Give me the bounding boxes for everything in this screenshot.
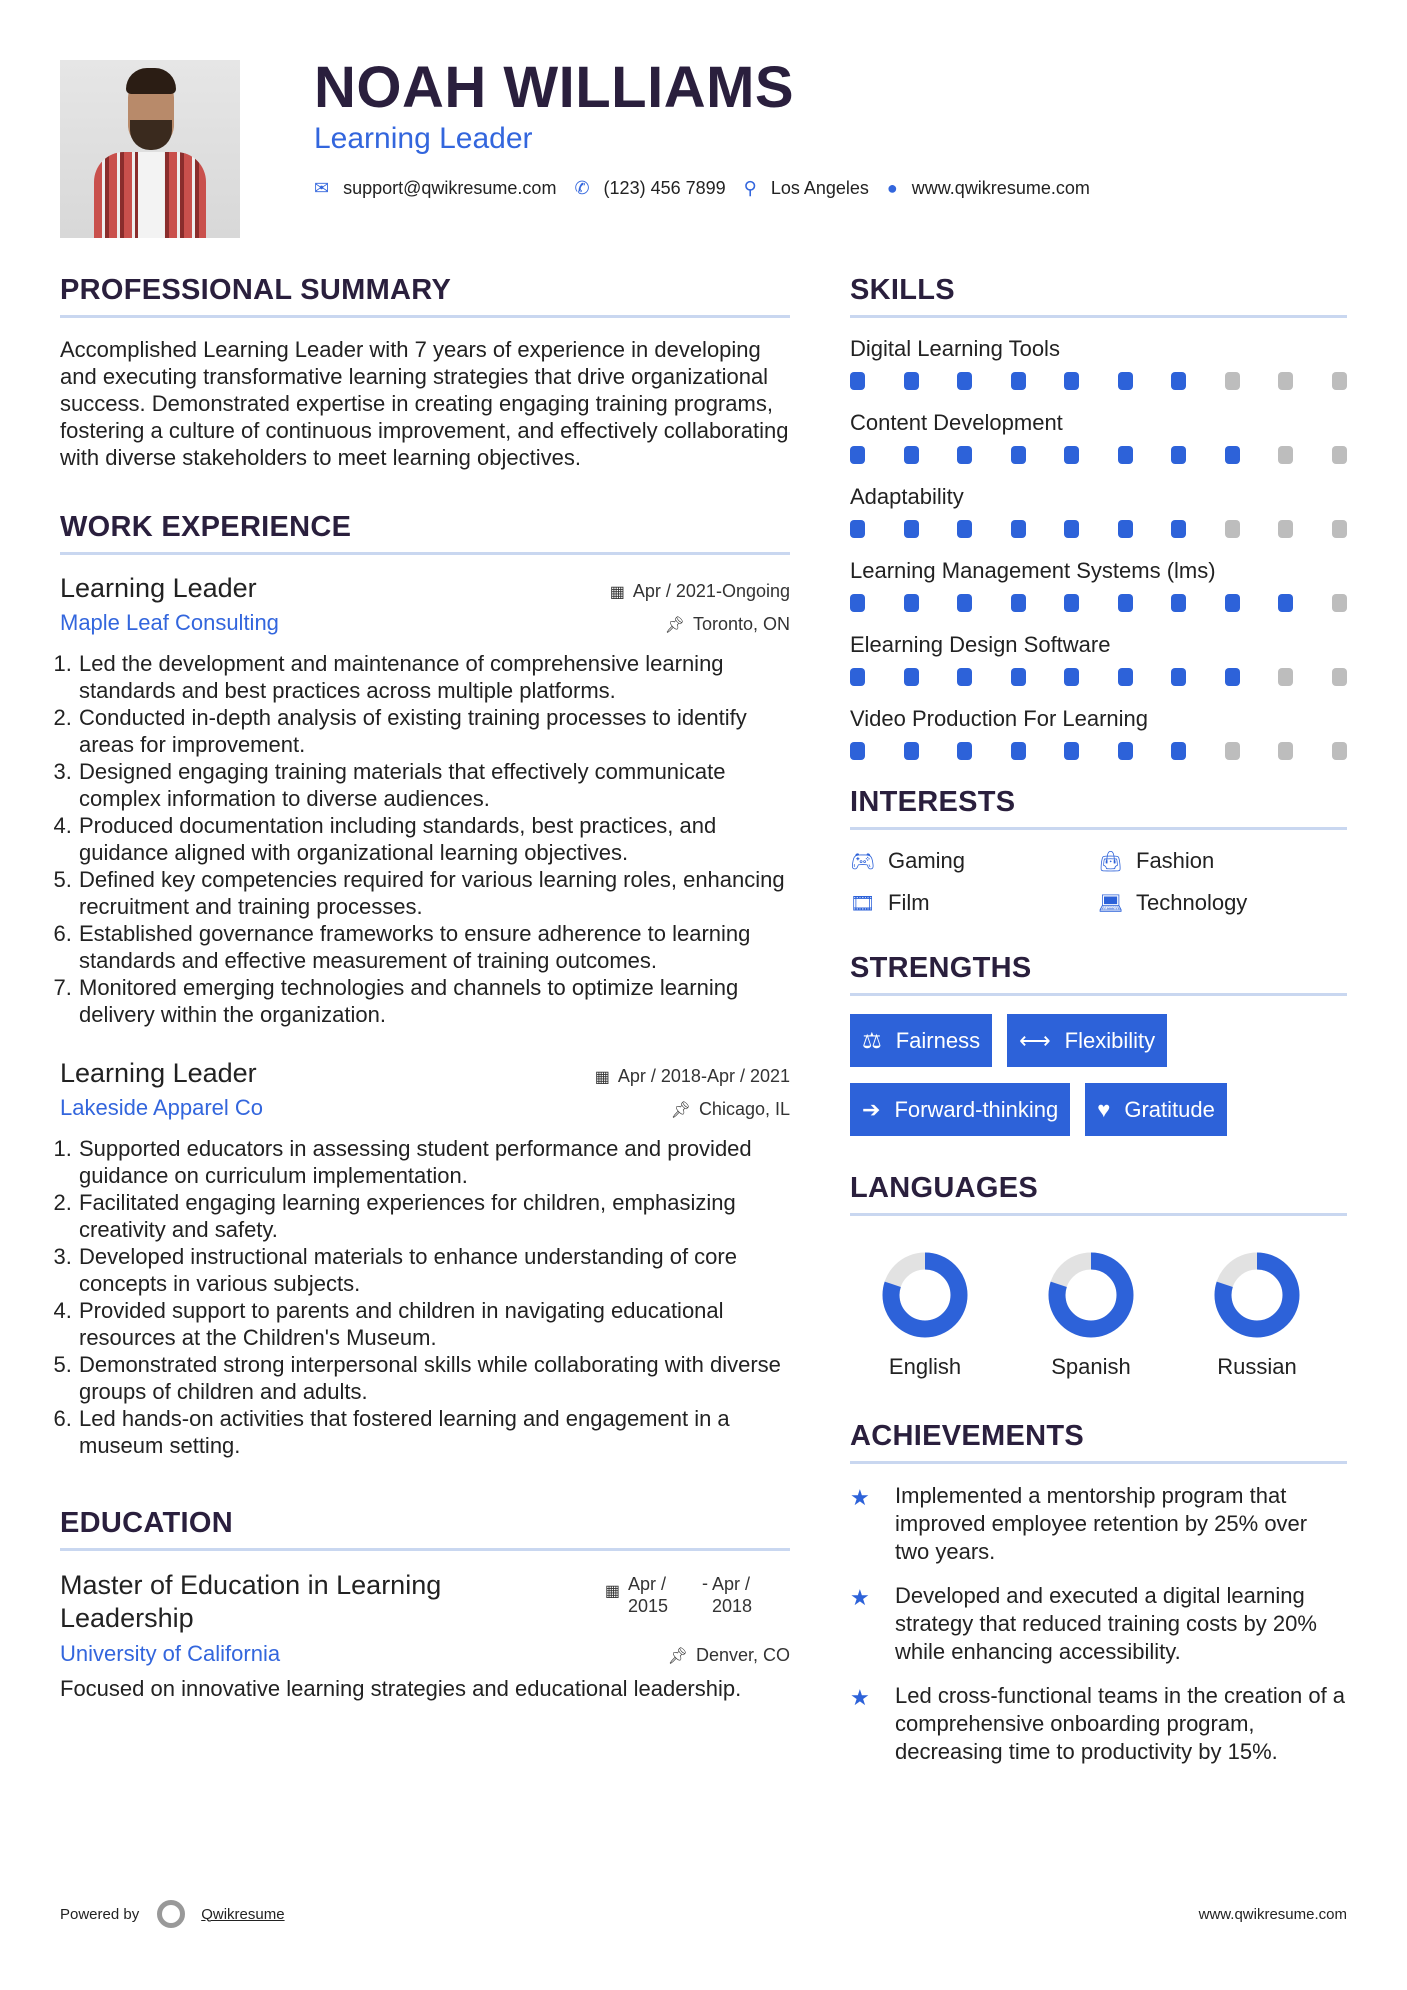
pushpin-icon: 📌︎ [670, 1102, 691, 1119]
envelope-icon: ✉ [314, 178, 330, 198]
skill-dot [850, 520, 865, 538]
candidate-title: Learning Leader [314, 122, 533, 155]
email-link[interactable]: support@qwikresume.com [343, 178, 557, 198]
qwikresume-logo-icon [157, 1900, 185, 1928]
job-bullet: 2. Conducted in-depth analysis of existing training processes to identify areas for improvement. [78, 704, 790, 758]
skill-name: Content Development [850, 410, 1063, 435]
achievement-text: Implemented a mentorship program that improved employee retention by 25% over two years. [895, 1483, 1308, 1564]
skill-dot [904, 446, 919, 464]
interest-label: Fashion [1136, 848, 1215, 873]
skills-heading: SKILLS [850, 274, 1347, 318]
skill-dot [1171, 668, 1186, 686]
skill-dot [1278, 446, 1293, 464]
job-bullet: 1. Led the development and maintenance of comprehensive learning standards and best practices across multiple platforms. [78, 650, 790, 704]
profile-photo [60, 60, 240, 238]
contact-bar [314, 178, 1108, 199]
job-entry [60, 573, 790, 1028]
strength-chip [1085, 1083, 1227, 1136]
skill-dot [957, 594, 972, 612]
interests-heading: INTERESTS [850, 786, 1347, 830]
education-entry: Master of Education in Learning Leadership ▦ Apr / 2015 - Apr / 2018 University of California 📌︎ Denver, CO Focused on innovative learning strategies and educational leadership. [60, 1570, 790, 1701]
skill-dot [904, 594, 919, 612]
skill-dot [904, 668, 919, 686]
globe-icon: ● [886, 178, 898, 198]
skill-dot [1225, 594, 1240, 612]
skill-dot [1064, 594, 1079, 612]
strength-label: Forward-thinking [894, 1096, 1059, 1122]
job-list [60, 573, 790, 1459]
skill-rating [850, 446, 1347, 464]
job-bullet: 2. Facilitated engaging learning experiences for children, emphasizing creativity and safety. [78, 1189, 790, 1243]
skill-dot [1011, 520, 1026, 538]
job-dates: Apr / 2021-Ongoing [632, 581, 790, 601]
education-heading: EDUCATION [60, 1507, 790, 1551]
strength-list [850, 1014, 1347, 1136]
skill-dot [1118, 668, 1133, 686]
location-text: Los Angeles [770, 178, 869, 198]
skill-dot [1064, 520, 1079, 538]
job-location: Chicago, IL [698, 1099, 790, 1119]
skill-dot [904, 742, 919, 760]
job-bullets [60, 1135, 790, 1459]
footer-website[interactable]: www.qwikresume.com [1198, 1906, 1347, 1923]
film-icon: 🎞︎ [850, 892, 876, 915]
skill-dot [1171, 446, 1186, 464]
skill-name: Digital Learning Tools [850, 336, 1060, 361]
arrow-right-icon: ➔ [862, 1096, 881, 1122]
skill-dot [1225, 372, 1240, 390]
job-bullet: 6. Led hands-on activities that fostered learning and engagement in a museum setting. [78, 1405, 790, 1459]
school-name: University of California [60, 1641, 281, 1666]
skill-name: Learning Management Systems (lms) [850, 558, 1216, 583]
phone-text: (123) 456 7899 [603, 178, 726, 198]
star-icon: ★ [850, 1485, 870, 1510]
calendar-icon: ▦ [609, 584, 625, 601]
company-name: Lakeside Apparel Co [60, 1095, 264, 1120]
pushpin-icon: 📌︎ [664, 617, 685, 634]
skill-dot [1278, 742, 1293, 760]
heart-icon: ♥ [1097, 1096, 1111, 1122]
skill-dot [1011, 742, 1026, 760]
skill-dot [1011, 446, 1026, 464]
language-donut [1214, 1252, 1300, 1338]
strength-label: Fairness [895, 1027, 981, 1053]
job-title: Learning Leader [60, 573, 257, 603]
company-name: Maple Leaf Consulting [60, 610, 279, 635]
interest-label: Technology [1136, 890, 1248, 915]
skill-dot [1278, 520, 1293, 538]
skill-dot [1118, 742, 1133, 760]
skill-rating [850, 372, 1347, 390]
summary-heading: PROFESSIONAL SUMMARY [60, 274, 790, 318]
skill-dot [1171, 594, 1186, 612]
skill-dot [1225, 742, 1240, 760]
skill-rating [850, 594, 1347, 612]
strength-chip [850, 1083, 1070, 1136]
skill-name: Video Production For Learning [850, 706, 1149, 731]
skill-dot [1118, 446, 1133, 464]
interest-item [1098, 890, 1346, 916]
skill-dot [1118, 372, 1133, 390]
skill-dot [1118, 520, 1133, 538]
language-item [1199, 1234, 1315, 1380]
map-pin-icon: ⚲ [743, 178, 757, 198]
star-icon: ★ [850, 1685, 870, 1710]
achievement-item [850, 1482, 1347, 1566]
skill-list [850, 336, 1347, 760]
achievement-list [850, 1482, 1347, 1766]
strengths-heading: STRENGTHS [850, 952, 1347, 996]
pushpin-icon: 📌︎ [667, 1648, 688, 1665]
skill-dot [1064, 668, 1079, 686]
job-bullet: 4. Provided support to parents and children in navigating educational resources at the Children's Museum. [78, 1297, 790, 1351]
skill-name: Elearning Design Software [850, 632, 1111, 657]
interest-item [850, 848, 1098, 874]
skill-dot [1225, 520, 1240, 538]
language-donut [882, 1252, 968, 1338]
skill-dot [1064, 742, 1079, 760]
skill-dot [1064, 446, 1079, 464]
phone-icon: ✆ [574, 178, 590, 198]
summary-text: Accomplished Learning Leader with 7 years of experience in developing and executing transformative learning strategies that drive organizational success. Demonstrated expertise in creating engaging training programs, fostering a culture of continuous improvement, and effectively collaborating with diverse stakeholders to meet learning objectives. [60, 337, 789, 470]
achievement-text: Developed and executed a digital learning strategy that reduced training costs by 20% while enhancing accessibility. [895, 1583, 1317, 1664]
skill-dot [957, 668, 972, 686]
skill-dot [1332, 594, 1347, 612]
interest-list [850, 848, 1347, 916]
interest-label: Film [888, 890, 930, 915]
experience-heading: WORK EXPERIENCE [60, 511, 790, 555]
skill-dot [957, 372, 972, 390]
skill-rating [850, 742, 1347, 760]
balance-scale-icon: ⚖ [862, 1027, 882, 1053]
job-bullet: 5. Demonstrated strong interpersonal skills while collaborating with diverse groups of children and adults. [78, 1351, 790, 1405]
skill-dot [1332, 668, 1347, 686]
skill-dot [1278, 594, 1293, 612]
job-bullet: 5. Defined key competencies required for various learning roles, enhancing recruitment and training processes. [78, 866, 790, 920]
languages-heading: LANGUAGES [850, 1172, 1347, 1216]
skill-dot [850, 446, 865, 464]
skill-dot [850, 372, 865, 390]
skill-dot [1171, 742, 1186, 760]
language-list [850, 1234, 1347, 1380]
achievements-heading: ACHIEVEMENTS [850, 1420, 1347, 1464]
achievement-text: Led cross-functional teams in the creation of a comprehensive onboarding program, decreasing time to productivity by 15%. [895, 1683, 1346, 1764]
skill-dot [1332, 446, 1347, 464]
skill-dot [904, 372, 919, 390]
language-name: Russian [1217, 1354, 1297, 1379]
skill-dot [1118, 594, 1133, 612]
degree-title: Master of Education in Learning Leadership [60, 1570, 442, 1633]
education-description: Focused on innovative learning strategies and educational leadership. [60, 1676, 742, 1701]
skill-dot [904, 520, 919, 538]
calendar-icon: ▦ [594, 1069, 610, 1086]
job-bullet: 6. Established governance frameworks to ensure adherence to learning standards and effective measurement of training outcomes. [78, 920, 790, 974]
left-column [60, 274, 790, 1742]
job-bullet: 1. Supported educators in assessing student performance and provided guidance on curriculum implementation. [78, 1135, 790, 1189]
skill-dot [957, 520, 972, 538]
skill-dot [1332, 372, 1347, 390]
right-column [850, 274, 1347, 1782]
education-end: Apr / 2018 [712, 1574, 753, 1616]
job-bullet: 3. Developed instructional materials to enhance understanding of core concepts in various subjects. [78, 1243, 790, 1297]
qwikresume-link[interactable]: Qwikresume [201, 1905, 285, 1923]
skill-dot [1171, 372, 1186, 390]
shopping-bag-icon: 👜︎ [1098, 850, 1124, 873]
skill-dot [1171, 520, 1186, 538]
education-location: Denver, CO [695, 1645, 790, 1665]
skill-dot [850, 742, 865, 760]
calendar-icon: ▦ [604, 1583, 620, 1600]
skill-dot [957, 446, 972, 464]
strength-chip [1007, 1014, 1167, 1067]
job-bullet: 7. Monitored emerging technologies and channels to optimize learning delivery within the organization. [78, 974, 790, 1028]
skill-dot [1064, 372, 1079, 390]
skill-dot [1011, 594, 1026, 612]
skill-dot [1332, 742, 1347, 760]
footer-powered [60, 1900, 285, 1928]
laptop-icon: 💻︎ [1098, 892, 1124, 915]
interest-item [1098, 848, 1346, 874]
language-name: Spanish [1051, 1354, 1131, 1379]
star-icon: ★ [850, 1585, 870, 1610]
candidate-name: NOAH WILLIAMS [314, 55, 795, 120]
education-start: Apr / 2015 [628, 1574, 669, 1616]
gamepad-icon: 🎮︎ [850, 850, 876, 873]
strength-chip [850, 1014, 992, 1067]
strength-label: Gratitude [1124, 1096, 1215, 1122]
skill-dot [1332, 520, 1347, 538]
interest-label: Gaming [888, 848, 966, 873]
skill-dot [1011, 372, 1026, 390]
skill-dot [1225, 668, 1240, 686]
skill-dot [1225, 446, 1240, 464]
job-entry [60, 1058, 790, 1459]
skill-name: Adaptability [850, 484, 964, 509]
skill-dot [957, 742, 972, 760]
job-bullets [60, 650, 790, 1028]
achievement-item [850, 1682, 1347, 1766]
language-donut [1048, 1252, 1134, 1338]
job-bullet: 4. Produced documentation including standards, best practices, and guidance aligned with organizational learning objectives. [78, 812, 790, 866]
powered-by-text: Powered by [60, 1905, 140, 1923]
skill-rating [850, 668, 1347, 686]
job-bullet: 3. Designed engaging training materials that effectively communicate complex information to diverse audiences. [78, 758, 790, 812]
skill-dot [1011, 668, 1026, 686]
achievement-item [850, 1582, 1347, 1666]
language-item [1033, 1234, 1149, 1380]
job-location: Toronto, ON [692, 614, 790, 634]
skill-dot [1278, 668, 1293, 686]
skill-dot [850, 668, 865, 686]
interest-item [850, 890, 1098, 916]
job-title: Learning Leader [60, 1058, 257, 1088]
job-dates: Apr / 2018-Apr / 2021 [617, 1066, 790, 1086]
website-link[interactable]: www.qwikresume.com [911, 178, 1090, 198]
language-name: English [888, 1354, 962, 1379]
skill-rating [850, 520, 1347, 538]
strength-label: Flexibility [1064, 1027, 1156, 1053]
skill-dot [1278, 372, 1293, 390]
arrows-horizontal-icon: ⟷ [1019, 1027, 1051, 1053]
language-item [867, 1234, 983, 1380]
skill-dot [850, 594, 865, 612]
